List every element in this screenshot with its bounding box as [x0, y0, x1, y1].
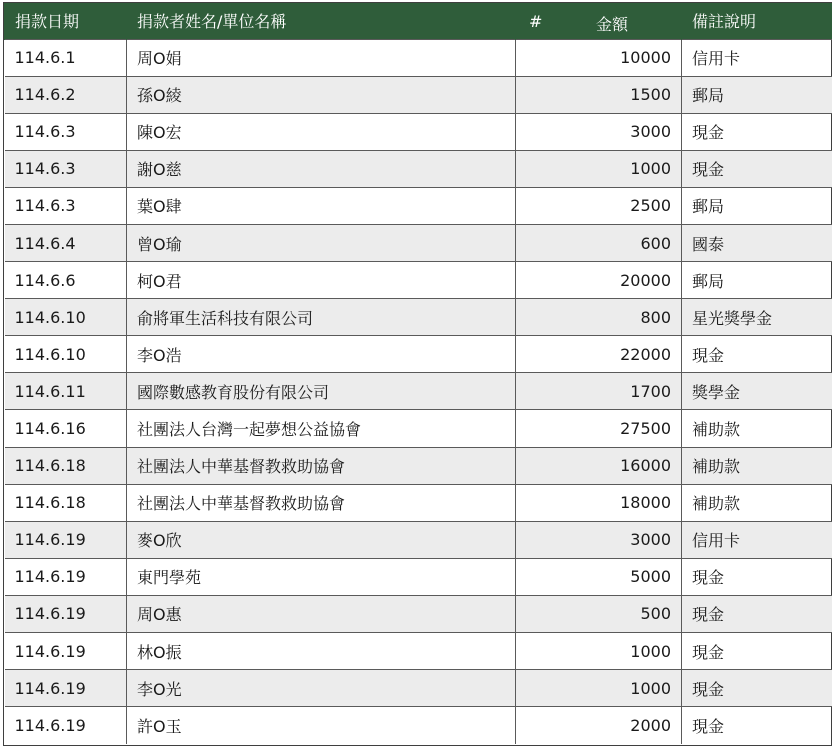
table-row: [5, 262, 832, 299]
date-cell: 114.6.19: [5, 670, 127, 707]
table-row: [5, 336, 832, 373]
name-cell: 林O振: [127, 633, 516, 670]
table-row: [5, 484, 832, 521]
amount-cell: 1000: [516, 670, 682, 707]
date-cell: 114.6.3: [5, 187, 127, 224]
date-cell: 114.6.18: [5, 484, 127, 521]
date-cell: 114.6.19: [5, 707, 127, 744]
header-amount-cell: [516, 3, 682, 39]
amount-cell: 20000: [516, 262, 682, 299]
note-cell: 現金: [682, 633, 832, 670]
note-cell: 補助款: [682, 447, 832, 484]
name-cell: 李O浩: [127, 336, 516, 373]
date-cell: 114.6.3: [5, 150, 127, 187]
note-cell: 現金: [682, 595, 832, 632]
name-cell: 社團法人中華基督教救助協會: [127, 484, 516, 521]
name-cell: 葉O肆: [127, 187, 516, 224]
date-cell: 114.6.18: [5, 447, 127, 484]
note-cell: 現金: [682, 558, 832, 595]
name-cell: 周O惠: [127, 595, 516, 632]
name-cell: 俞將軍生活科技有限公司: [127, 299, 516, 336]
amount-cell: 5000: [516, 558, 682, 595]
amount-cell: 22000: [516, 336, 682, 373]
table-row: [5, 633, 832, 670]
donation-table-frame: [3, 2, 832, 746]
table-row: [5, 707, 832, 744]
amount-cell: 500: [516, 595, 682, 632]
table-body: [5, 39, 832, 744]
name-cell: 社團法人中華基督教救助協會: [127, 447, 516, 484]
table-header-row: [5, 3, 832, 39]
note-cell: 信用卡: [682, 39, 832, 76]
table-row: [5, 76, 832, 113]
date-cell: 114.6.10: [5, 336, 127, 373]
table-row: [5, 150, 832, 187]
date-cell: 114.6.10: [5, 299, 127, 336]
header-name: 捐款者姓名/單位名稱: [127, 3, 516, 39]
amount-cell: 3000: [516, 113, 682, 150]
header-hash: #: [529, 12, 543, 31]
table-row: [5, 521, 832, 558]
date-cell: 114.6.3: [5, 113, 127, 150]
name-cell: 李O光: [127, 670, 516, 707]
table-row: [5, 595, 832, 632]
amount-cell: 800: [516, 299, 682, 336]
table-row: [5, 187, 832, 224]
header-date: 捐款日期: [5, 3, 127, 39]
amount-cell: 2500: [516, 187, 682, 224]
date-cell: 114.6.1: [5, 39, 127, 76]
date-cell: 114.6.11: [5, 373, 127, 410]
date-cell: 114.6.19: [5, 633, 127, 670]
note-cell: 星光獎學金: [682, 299, 832, 336]
table-row: [5, 299, 832, 336]
note-cell: 現金: [682, 113, 832, 150]
name-cell: 國際數感教育股份有限公司: [127, 373, 516, 410]
name-cell: 謝O慈: [127, 150, 516, 187]
amount-cell: 1000: [516, 633, 682, 670]
name-cell: 柯O君: [127, 262, 516, 299]
donation-table: [4, 3, 832, 744]
table-row: [5, 670, 832, 707]
table-row: [5, 224, 832, 261]
table-row: [5, 447, 832, 484]
note-cell: 現金: [682, 336, 832, 373]
table-row: [5, 39, 832, 76]
amount-cell: 1000: [516, 150, 682, 187]
note-cell: 信用卡: [682, 521, 832, 558]
header-amount: 金額: [596, 15, 629, 34]
date-cell: 114.6.19: [5, 558, 127, 595]
amount-cell: 18000: [516, 484, 682, 521]
name-cell: 孫O綾: [127, 76, 516, 113]
name-cell: 麥O欣: [127, 521, 516, 558]
note-cell: 郵局: [682, 262, 832, 299]
date-cell: 114.6.2: [5, 76, 127, 113]
amount-cell: 2000: [516, 707, 682, 744]
name-cell: 許O玉: [127, 707, 516, 744]
header-note: 備註說明: [682, 3, 832, 39]
amount-cell: 10000: [516, 39, 682, 76]
amount-cell: 1700: [516, 373, 682, 410]
name-cell: 社團法人台灣一起夢想公益協會: [127, 410, 516, 447]
note-cell: 現金: [682, 150, 832, 187]
note-cell: 補助款: [682, 410, 832, 447]
note-cell: 補助款: [682, 484, 832, 521]
note-cell: 現金: [682, 707, 832, 744]
note-cell: 現金: [682, 670, 832, 707]
date-cell: 114.6.19: [5, 595, 127, 632]
amount-cell: 27500: [516, 410, 682, 447]
date-cell: 114.6.4: [5, 224, 127, 261]
name-cell: 曾O瑜: [127, 224, 516, 261]
name-cell: 陳O宏: [127, 113, 516, 150]
note-cell: 國泰: [682, 224, 832, 261]
table-row: [5, 373, 832, 410]
table-row: [5, 113, 832, 150]
date-cell: 114.6.6: [5, 262, 127, 299]
date-cell: 114.6.19: [5, 521, 127, 558]
note-cell: 郵局: [682, 187, 832, 224]
table-row: [5, 410, 832, 447]
table-row: [5, 558, 832, 595]
name-cell: 東門學苑: [127, 558, 516, 595]
amount-cell: 3000: [516, 521, 682, 558]
name-cell: 周O娟: [127, 39, 516, 76]
date-cell: 114.6.16: [5, 410, 127, 447]
note-cell: 郵局: [682, 76, 832, 113]
amount-cell: 16000: [516, 447, 682, 484]
note-cell: 獎學金: [682, 373, 832, 410]
amount-cell: 1500: [516, 76, 682, 113]
amount-cell: 600: [516, 224, 682, 261]
